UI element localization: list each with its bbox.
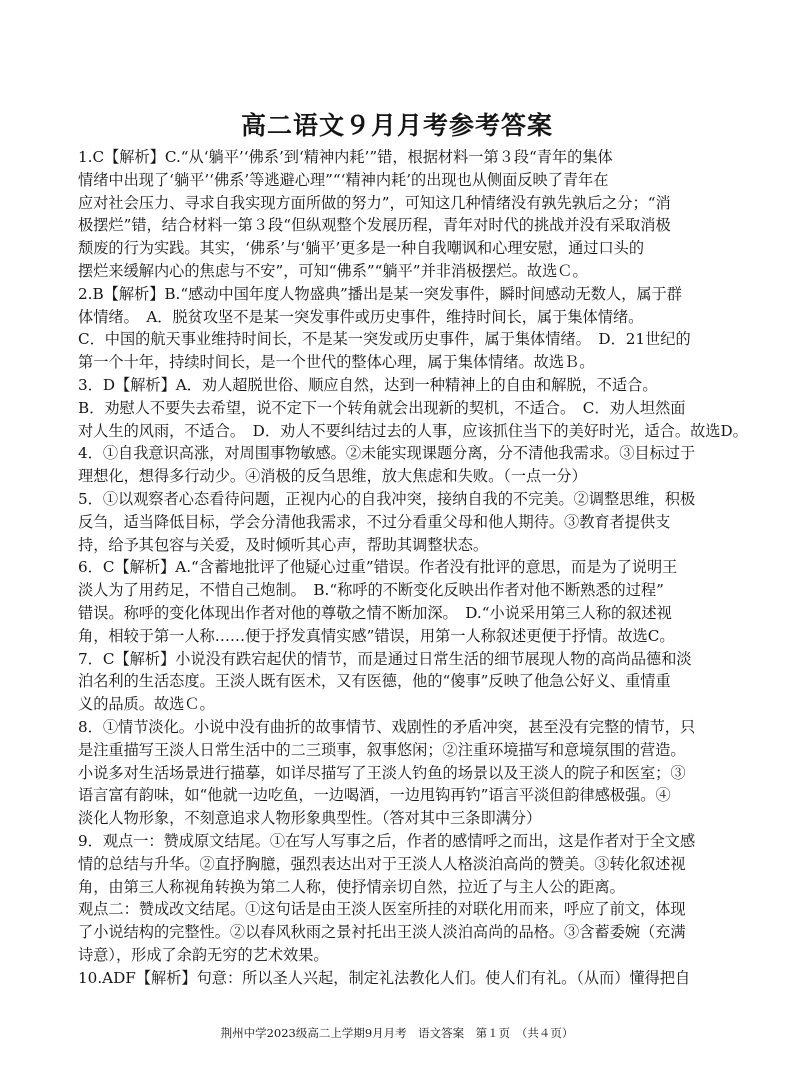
text-line: 持，给予其包容与关爱，及时倾听其心声，帮助其调整状态。 <box>78 535 489 554</box>
text-line: 体情绪。 A．脱贫攻坚不是某一突发事件或历史事件，维持时间长，属于集体情绪。 <box>78 307 644 326</box>
text-line: 极摆烂”错，结合材料一第３段“但纵观整个发展历程，青年对时代的挑战并没有采取消极 <box>78 216 671 235</box>
text-line: 3．D【解析】A．劝人超脱世俗、顺应自然，达到一种精神上的自由和解脱，不适合。 <box>78 375 658 394</box>
text-line: 摆烂来缓解内心的焦虑与不安”，可知“佛系”“躺平”并非消极摆烂。故选Ｃ。 <box>78 261 588 280</box>
text-line: 情绪中出现了‘躺平’‘佛系’等逃避心理”“‘精神内耗’的出现也从侧面反映了青年在 <box>78 170 609 189</box>
text-line: 颓废的行为实践。其实，‘佛系’与‘躺平’更多是一种自我嘲讽和心理安慰，通过口头的 <box>78 239 645 258</box>
text-line: 小说多对生活场景进行描摹，如详尽描写了王淡人钓鱼的场景以及王淡人的院子和医室；③ <box>78 763 686 782</box>
text-line: 1.C【解析】C.“从‘躺平’‘佛系’到‘精神内耗’”错，根据材料一第３段“青年的集体 <box>78 148 613 166</box>
page-title: 高二语文９月月考参考答案 <box>240 111 553 140</box>
text-line: 7．C【解析】小说没有跌宕起伏的情节，而是通过日常生活的细节展现人物的高尚品德和淡 <box>78 649 692 668</box>
text-line: 9．观点一：赞成原文结尾。①在写人写事之后，作者的感情呼之而出，这是作者对于全文感 <box>78 831 696 850</box>
text-line: C．中国的航天事业维持时间长，不是某一突发或历史事件，属于集体情绪。 D．21世纪的 <box>78 330 691 349</box>
text-line: 情的总结与升华。②直抒胸臆，强烈表达出对于王淡人人格淡泊高尚的赞美。③转化叙述视 <box>78 854 686 873</box>
answer-body <box>78 146 772 989</box>
text-line: 5．①以观察者心态看待问题，正视内心的自我冲突，接纳自我的不完美。②调整思维，积极 <box>78 489 696 508</box>
text-line: 8．①情节淡化。小说中没有曲折的故事情节、戏剧性的矛盾冲突，甚至没有完整的情节，只 <box>78 717 696 736</box>
text-line: 是注重描写王淡人日常生活中的二三琐事，叙事悠闲；②注重环境描写和意境氛围的营造。 <box>78 740 686 759</box>
text-line: 观点二：赞成改文结尾。①这句话是由王淡人医室所挂的对联化用而来，呼应了前文，体现 <box>78 900 686 919</box>
text-line: 淡人为了用药足，不惜自己炮制。 B.“称呼的不断变化反映出作者对他不断熟悉的过程” <box>78 581 664 600</box>
text-line: 语言富有韵味，如“他就一边吃鱼，一边喝酒，一边甩钩再钓”语言平淡但韵律感极强。④ <box>78 786 671 805</box>
text-line: 泊名利的生活态度。王淡人既有医术，又有医德，他的“傻事”反映了他急公好义、重情重 <box>78 672 671 691</box>
text-line: 义的品质。故选Ｃ。 <box>78 695 215 714</box>
text-line: 角，由第三人称视角转换为第二人称，使抒情亲切自然，拉近了与主人公的距离。 <box>78 877 625 896</box>
text-line: 反刍，适当降低目标，学会分清他我需求，不过分看重父母和他人期待。③教育者提供支 <box>78 512 671 531</box>
text-line: 6．C【解析】A.“含蓄地批评了他疑心过重”错误。作者没有批评的意思，而是为了说明王 <box>78 558 678 577</box>
text-line: 对人生的风雨，不适合。 D．劝人不要纠结过去的人事，应该抓住当下的美好时光，适合。故选D。 <box>78 421 748 440</box>
text-line: 了小说结构的完整性。②以春风秋雨之景衬托出王淡人淡泊高尚的品格。③含蓄委婉（充满 <box>78 923 686 942</box>
text-line: 角，相较于第一人称……便于抒发真情实感”错误，用第一人称叙述更便于抒情。故选C。 <box>78 626 675 645</box>
text-line: 2.B【解析】B.“感动中国年度人物盛典”播出是某一突发事件，瞬时间感动无数人，属于群 <box>78 284 682 303</box>
text-line: 10.ADF【解析】句意：所以圣人兴起，制定礼法教化人们。使人们有礼。（从而）懂得把自 <box>78 968 691 987</box>
text-line: 淡化人物形象，不刻意追求人物形象典型性。（答对其中三条即满分） <box>78 809 542 828</box>
text-line: 第一个十年，持续时间长，是一个世代的整体心理，属于集体情绪。故选Ｂ。 <box>78 353 595 372</box>
text-line: 4．①自我意识高涨，对周围事物敏感。②未能实现课题分离，分不清他我需求。③目标过于 <box>78 444 696 463</box>
text-line: 诗意），形成了余韵无穷的艺术效果。 <box>78 945 329 964</box>
text-line: B．劝慰人不要失去希望，说不定下一个转角就会出现新的契机，不适合。 C．劝人坦然面 <box>78 398 686 417</box>
text-line: 理想化，想得多行动少。④消极的反刍思维，放大焦虑和失败。（一点一分） <box>78 467 587 486</box>
page-footer: 荆州中学2023级高二上学期9月月考 语文答案 第１页 （共４页） <box>220 1026 574 1040</box>
text-line: 应对社会压力、寻求自我实现方面所做的努力”，可知这几种情绪没有孰先孰后之分；“消 <box>78 193 671 212</box>
text-line: 错误。称呼的变化体现出作者对他的尊敬之情不断加深。 D.“小说采用第三人称的叙述视 <box>78 603 672 622</box>
